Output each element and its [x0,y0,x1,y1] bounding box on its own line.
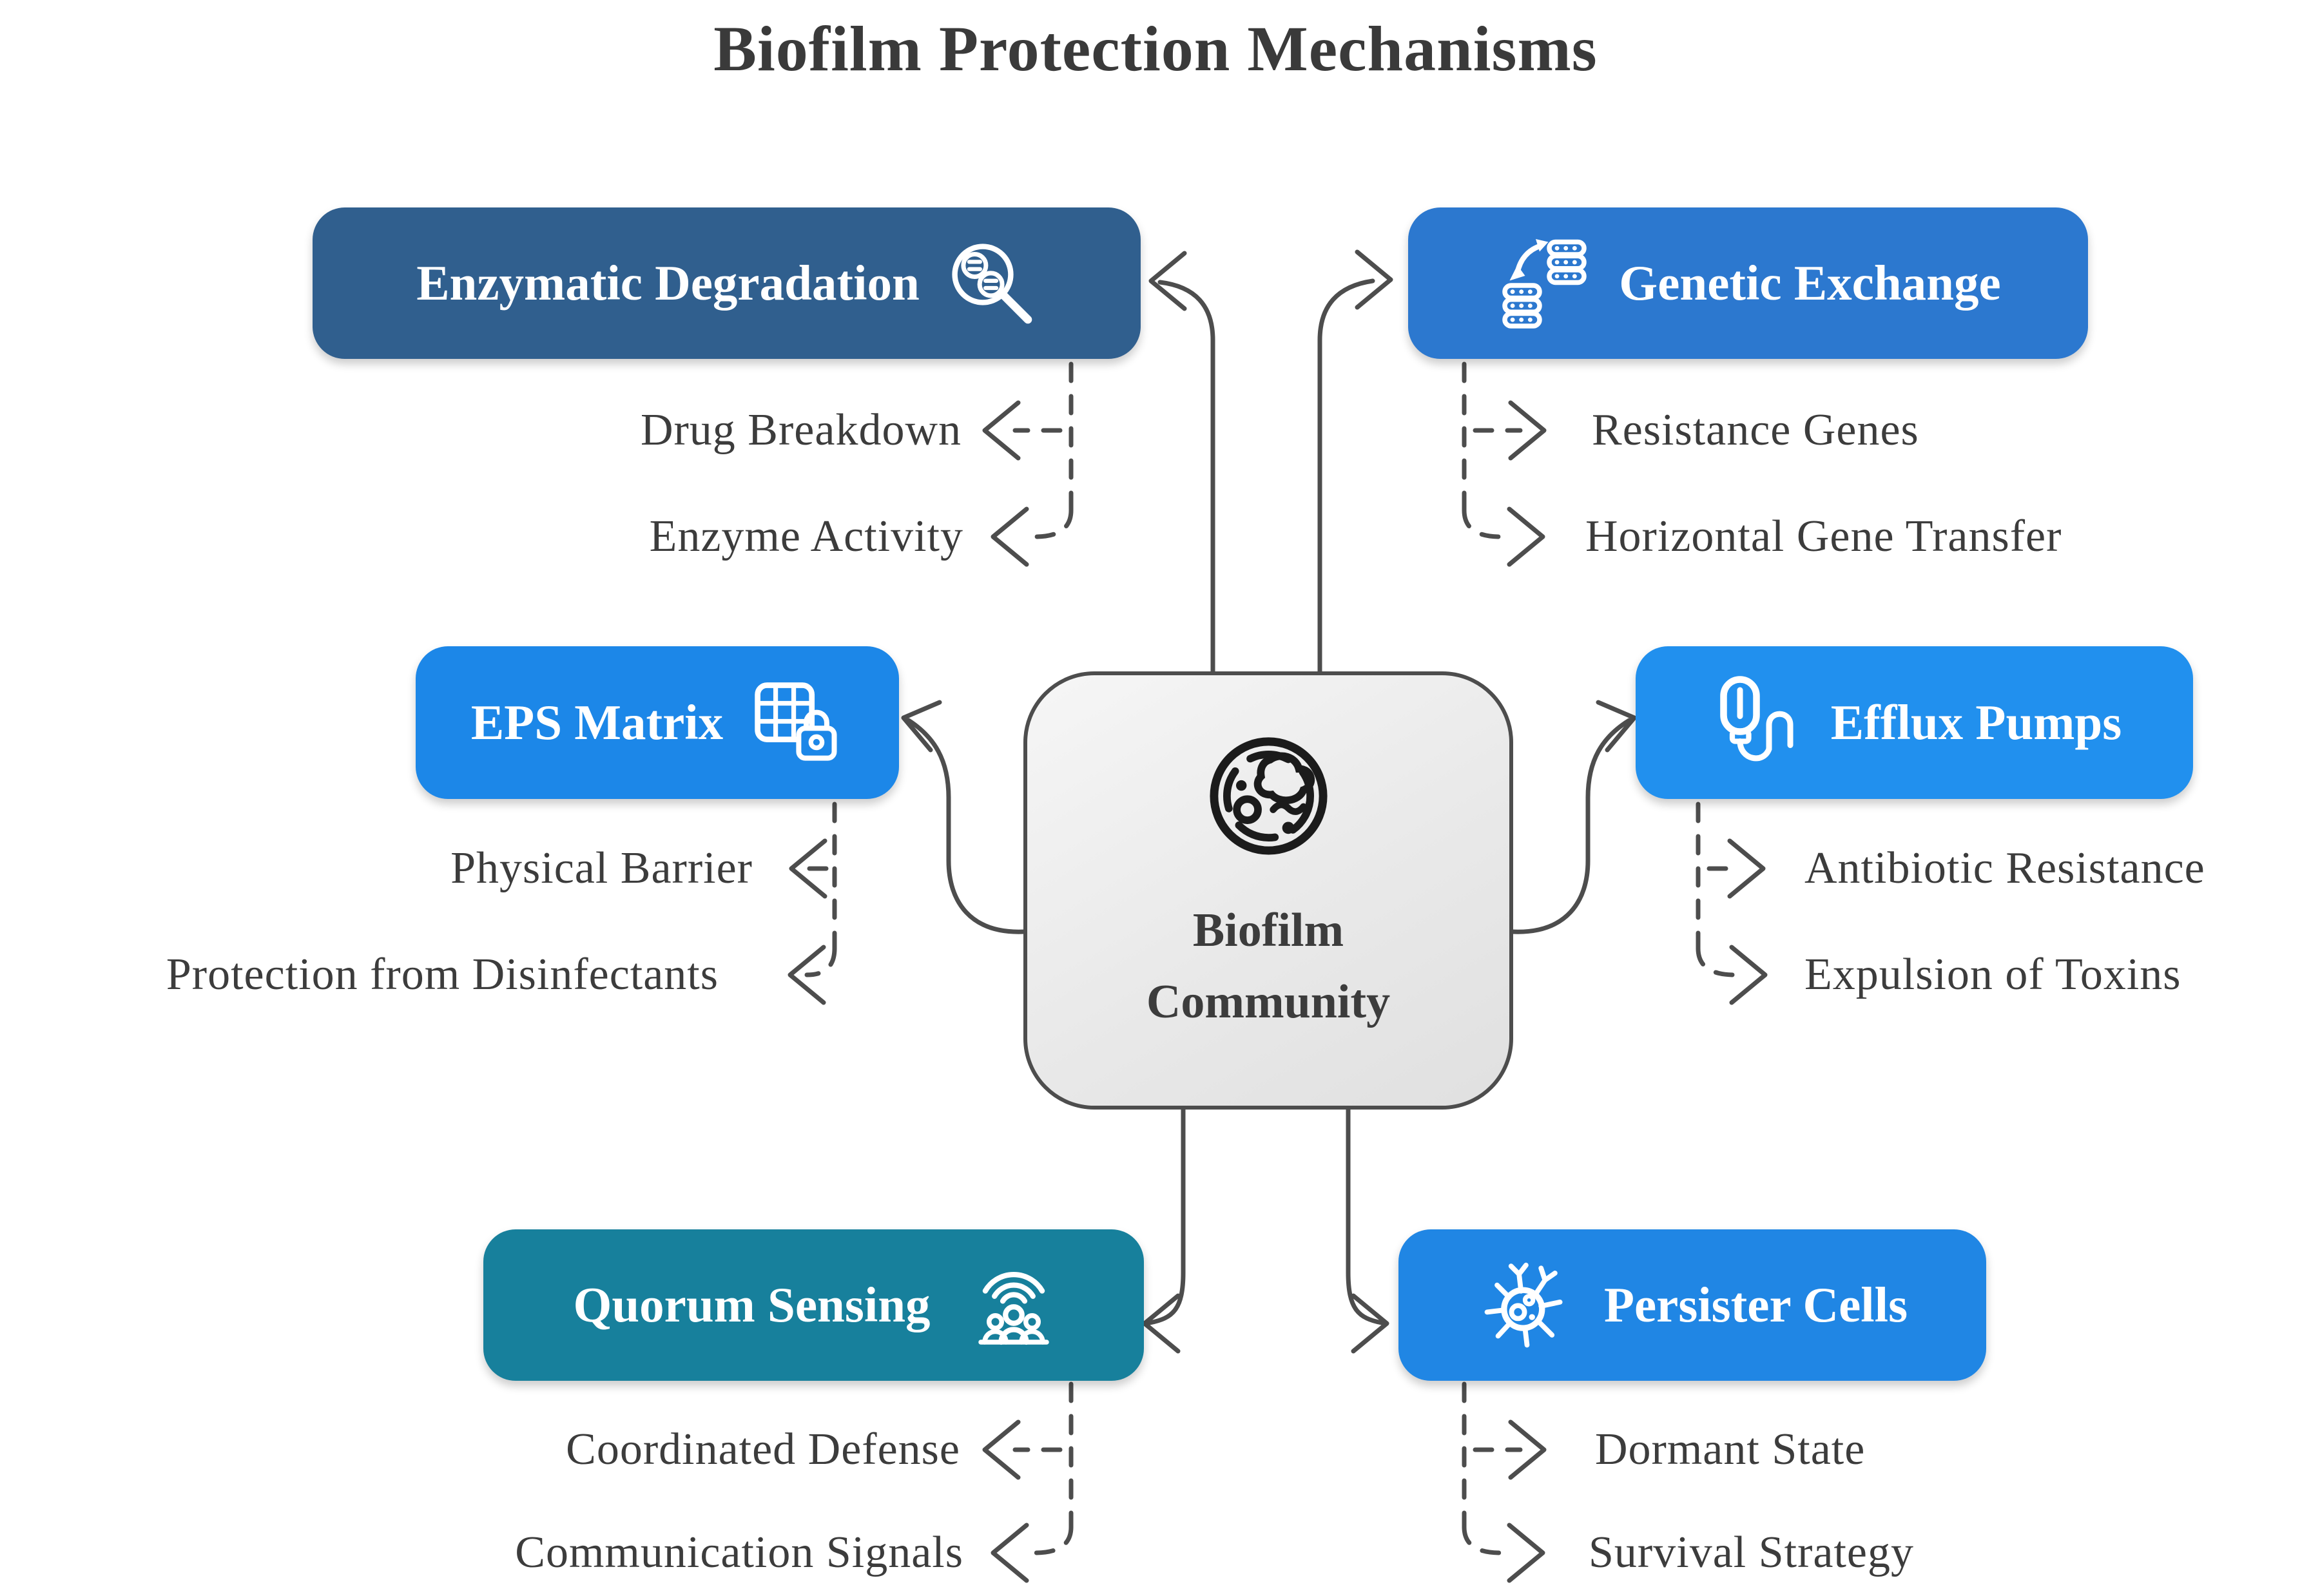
sub-label-drug-breakdown: Drug Breakdown [640,405,962,455]
node-persister-cells [1398,1229,1986,1381]
node-label: Efflux Pumps [1830,695,2122,750]
arrow-center-to-efflux [1512,702,1634,932]
dashed-connector-persister-children [1464,1384,1544,1581]
sub-label-antibiotic-resistance: Antibiotic Resistance [1804,843,2205,893]
sub-label-expulsion-of-toxins: Expulsion of Toxins [1804,950,2181,999]
sub-label-horizontal-gene-transfer: Horizontal Gene Transfer [1585,512,2062,561]
center-node-label [1146,895,1390,1038]
sub-label-protection-from-disinfectants: Protection from Disinfectants [166,950,719,999]
sub-label-physical-barrier: Physical Barrier [450,843,753,893]
gene-transfer-icon [1495,235,1592,332]
node-label: EPS Matrix [470,695,724,750]
node-quorum-sensing [483,1229,1144,1381]
node-label: Quorum Sensing [573,1277,931,1332]
node-enzymatic-degradation [313,207,1141,359]
sub-label-enzyme-activity: Enzyme Activity [649,512,963,561]
node-label: Persister Cells [1603,1277,1908,1332]
center-node-biofilm-community [1023,671,1513,1110]
dashed-connector-efflux-children [1698,804,1765,1003]
magnifier-molecules-icon [947,238,1037,329]
bacteria-icon [1477,1255,1577,1355]
node-eps-matrix [416,646,899,799]
sub-label-communication-signals: Communication Signals [515,1528,963,1577]
petri-dish-icon [1193,720,1344,872]
arrow-center-to-quorum [1145,1110,1183,1351]
sub-label-survival-strategy: Survival Strategy [1589,1528,1914,1577]
grid-lock-icon [750,676,844,769]
dashed-connector-enzymatic-children [985,364,1071,564]
node-efflux-pumps [1636,646,2193,799]
center-node-label-line2: Community [1146,976,1391,1028]
arrow-center-to-eps [904,702,1025,932]
center-node-label-line1: Biofilm [1192,904,1344,957]
dashed-connector-eps-children [790,804,835,1003]
people-broadcast-icon [958,1257,1054,1354]
sub-label-resistance-genes: Resistance Genes [1592,405,1919,455]
node-label: Genetic Exchange [1619,255,2001,311]
page-title: Biofilm Protection Mechanisms [713,13,1598,84]
node-genetic-exchange [1408,207,2088,359]
dashed-connector-quorum-children [985,1384,1071,1581]
sub-label-coordinated-defense: Coordinated Defense [566,1425,960,1474]
sub-label-dormant-state: Dormant State [1595,1425,1866,1474]
dashed-connector-genetic-children [1464,364,1544,564]
arrow-center-to-enzymatic [1151,253,1213,671]
node-label: Enzymatic Degradation [416,255,920,311]
arrow-center-to-genetic [1320,252,1391,671]
pump-icon [1707,675,1804,771]
arrow-center-to-persister [1348,1110,1387,1351]
